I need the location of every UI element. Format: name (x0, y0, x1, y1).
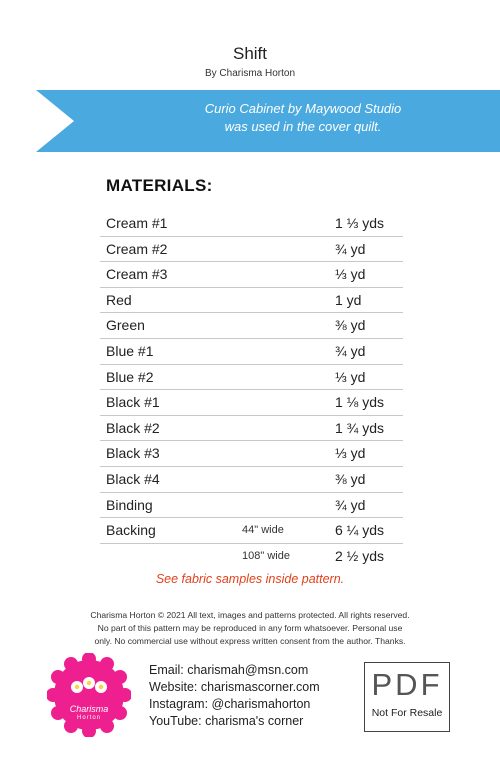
material-width: 44" wide (242, 524, 284, 537)
material-quantity: 1 yd (335, 291, 362, 308)
materials-row (100, 365, 403, 391)
material-name: Backing (106, 522, 156, 539)
material-quantity: ⅜ yd (335, 317, 366, 334)
contact-instagram[interactable]: Instagram: @charismahorton (149, 697, 311, 711)
materials-row (100, 493, 403, 519)
material-width: 108" wide (242, 549, 290, 562)
flower-badge-icon (47, 653, 131, 737)
charisma-horton-logo (47, 653, 131, 737)
materials-row (100, 390, 403, 416)
materials-row (100, 416, 403, 442)
material-name: Red (106, 291, 132, 308)
materials-row (100, 339, 403, 365)
material-quantity: 1 ⅓ yds (335, 215, 385, 231)
material-quantity: ¾ yd (335, 496, 366, 513)
material-quantity: 1 ⅛ yds (335, 394, 385, 411)
material-quantity: 6 ¼ yds (335, 522, 385, 539)
banner-line-1: Curio Cabinet by Maywood Studio (204, 101, 402, 116)
material-quantity: ⅜ yd (335, 470, 366, 487)
logo-sub: Horton (76, 715, 101, 721)
pattern-byline: By Charisma Horton (204, 68, 296, 79)
logo-name: Charisma (69, 704, 109, 714)
contact-website[interactable]: Website: charismascorner.com (149, 680, 320, 694)
materials-row (100, 544, 403, 569)
material-name: Binding (106, 496, 153, 513)
material-quantity: ¾ yd (335, 342, 366, 359)
pattern-title: Shift (232, 44, 268, 63)
material-name: Blue #1 (106, 342, 154, 359)
contact-email[interactable]: Email: charismah@msn.com (149, 663, 309, 677)
material-name: Black #2 (106, 419, 160, 436)
materials-row (100, 211, 403, 237)
material-quantity: ⅓ yd (335, 368, 366, 385)
fabric-samples-note: See fabric samples inside pattern. (155, 572, 345, 586)
material-name: Cream #3 (106, 266, 168, 283)
materials-row (100, 262, 403, 288)
banner-text (106, 100, 500, 136)
material-quantity: ¾ yd (335, 240, 366, 257)
material-name: Cream #1 (106, 215, 168, 231)
materials-row (100, 441, 403, 467)
material-quantity: 2 ½ yds (335, 547, 385, 564)
material-quantity: 1 ¾ yds (335, 419, 385, 436)
material-name: Black #4 (106, 470, 160, 487)
not-for-resale-label: Not For Resale (371, 707, 443, 719)
pdf-label: PDF (371, 667, 443, 702)
material-name: Blue #2 (106, 368, 154, 385)
copyright-line-3: only. No commercial use without express written consent from the author. Thanks. (94, 636, 406, 646)
material-name: Green (106, 317, 145, 334)
contact-youtube[interactable]: YouTube: charisma's corner (149, 714, 304, 728)
materials-row (100, 518, 403, 544)
materials-heading: MATERIALS: (106, 176, 213, 195)
material-quantity: ⅓ yd (335, 266, 366, 283)
material-quantity: ⅓ yd (335, 445, 366, 462)
materials-row (100, 313, 403, 339)
materials-row (100, 237, 403, 263)
materials-row (100, 288, 403, 314)
material-name: Cream #2 (106, 240, 168, 257)
copyright-line-2: No part of this pattern may be reproduced in any form whatsoever. Personal use (97, 623, 403, 633)
materials-row (100, 467, 403, 493)
material-name: Black #3 (106, 445, 160, 462)
contact-info (149, 662, 320, 730)
copyright-line-1: Charisma Horton © 2021 All text, images and patterns protected. All rights reserved. (90, 610, 410, 620)
pdf-not-for-resale-badge (364, 662, 450, 732)
fabric-banner (36, 90, 500, 152)
banner-line-2: was used in the cover quilt. (224, 119, 382, 134)
copyright-notice (60, 609, 440, 648)
materials-table (100, 211, 403, 568)
material-name: Black #1 (106, 394, 160, 411)
